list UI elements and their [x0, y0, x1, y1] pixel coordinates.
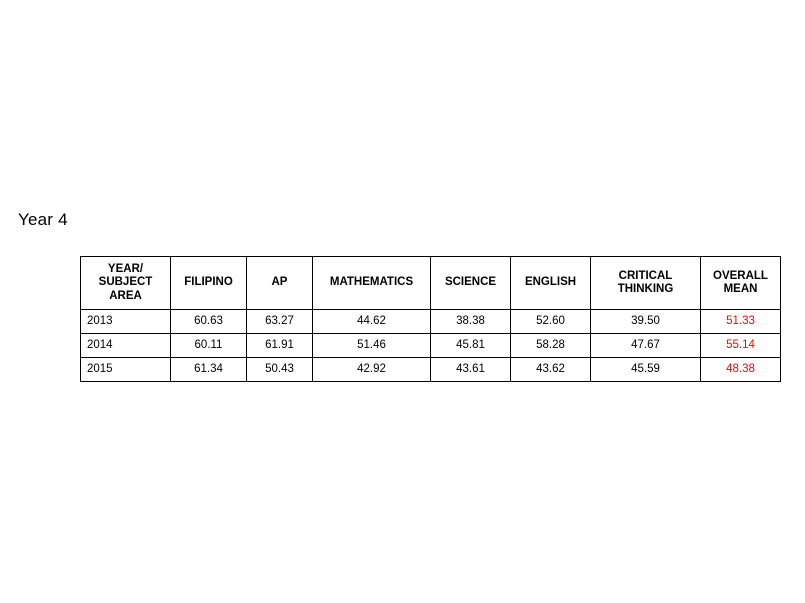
- cell-year: 2015: [81, 358, 171, 382]
- cell-critical-thinking: 39.50: [591, 310, 701, 334]
- column-header-overall-mean: [701, 257, 781, 310]
- column-header-science: [431, 257, 511, 310]
- cell-filipino: 60.63: [171, 310, 247, 334]
- cell-critical-thinking: 45.59: [591, 358, 701, 382]
- column-header-line: SUBJECT: [98, 276, 153, 289]
- column-header-line: CRITICAL: [618, 269, 673, 282]
- cell-mathematics: 51.46: [313, 334, 431, 358]
- cell-year: 2014: [81, 334, 171, 358]
- cell-filipino: 61.34: [171, 358, 247, 382]
- cell-year: 2013: [81, 310, 171, 334]
- cell-science: 38.38: [431, 310, 511, 334]
- cell-ap: 61.91: [247, 334, 313, 358]
- column-header-mathematics: [313, 257, 431, 310]
- cell-critical-thinking: 47.67: [591, 334, 701, 358]
- table-row: [81, 310, 781, 334]
- column-header-line: MATHEMATICS: [329, 276, 414, 289]
- results-table: [80, 256, 781, 382]
- column-header-english: [511, 257, 591, 310]
- column-header-year-subject-area: [81, 257, 171, 310]
- column-header-filipino: [171, 257, 247, 310]
- column-header-line: AP: [271, 276, 288, 289]
- cell-overall-mean: 51.33: [701, 310, 781, 334]
- column-header-line: SCIENCE: [444, 276, 497, 289]
- column-header-critical-thinking: [591, 257, 701, 310]
- results-table-container: [80, 256, 780, 382]
- column-header-line: THINKING: [617, 283, 674, 295]
- cell-science: 43.61: [431, 358, 511, 382]
- column-header-line: ENGLISH: [524, 276, 577, 289]
- cell-science: 45.81: [431, 334, 511, 358]
- cell-overall-mean: 48.38: [701, 358, 781, 382]
- column-header-line: AREA: [109, 289, 142, 302]
- page-title: Year 4: [18, 210, 68, 229]
- cell-english: 58.28: [511, 334, 591, 358]
- column-header-line: OVERALL: [713, 269, 768, 282]
- cell-overall-mean: 55.14: [701, 334, 781, 358]
- cell-english: 52.60: [511, 310, 591, 334]
- cell-ap: 50.43: [247, 358, 313, 382]
- cell-filipino: 60.11: [171, 334, 247, 358]
- cell-ap: 63.27: [247, 310, 313, 334]
- column-header-line: YEAR/: [107, 263, 144, 276]
- cell-english: 43.62: [511, 358, 591, 382]
- column-header-line: FILIPINO: [184, 276, 233, 289]
- cell-mathematics: 44.62: [313, 310, 431, 334]
- column-header-ap: [247, 257, 313, 310]
- table-body: [81, 310, 781, 382]
- table-header-row: [81, 257, 781, 310]
- table-header: [81, 257, 781, 310]
- cell-mathematics: 42.92: [313, 358, 431, 382]
- table-row: [81, 358, 781, 382]
- table-row: [81, 334, 781, 358]
- column-header-line: MEAN: [723, 283, 758, 295]
